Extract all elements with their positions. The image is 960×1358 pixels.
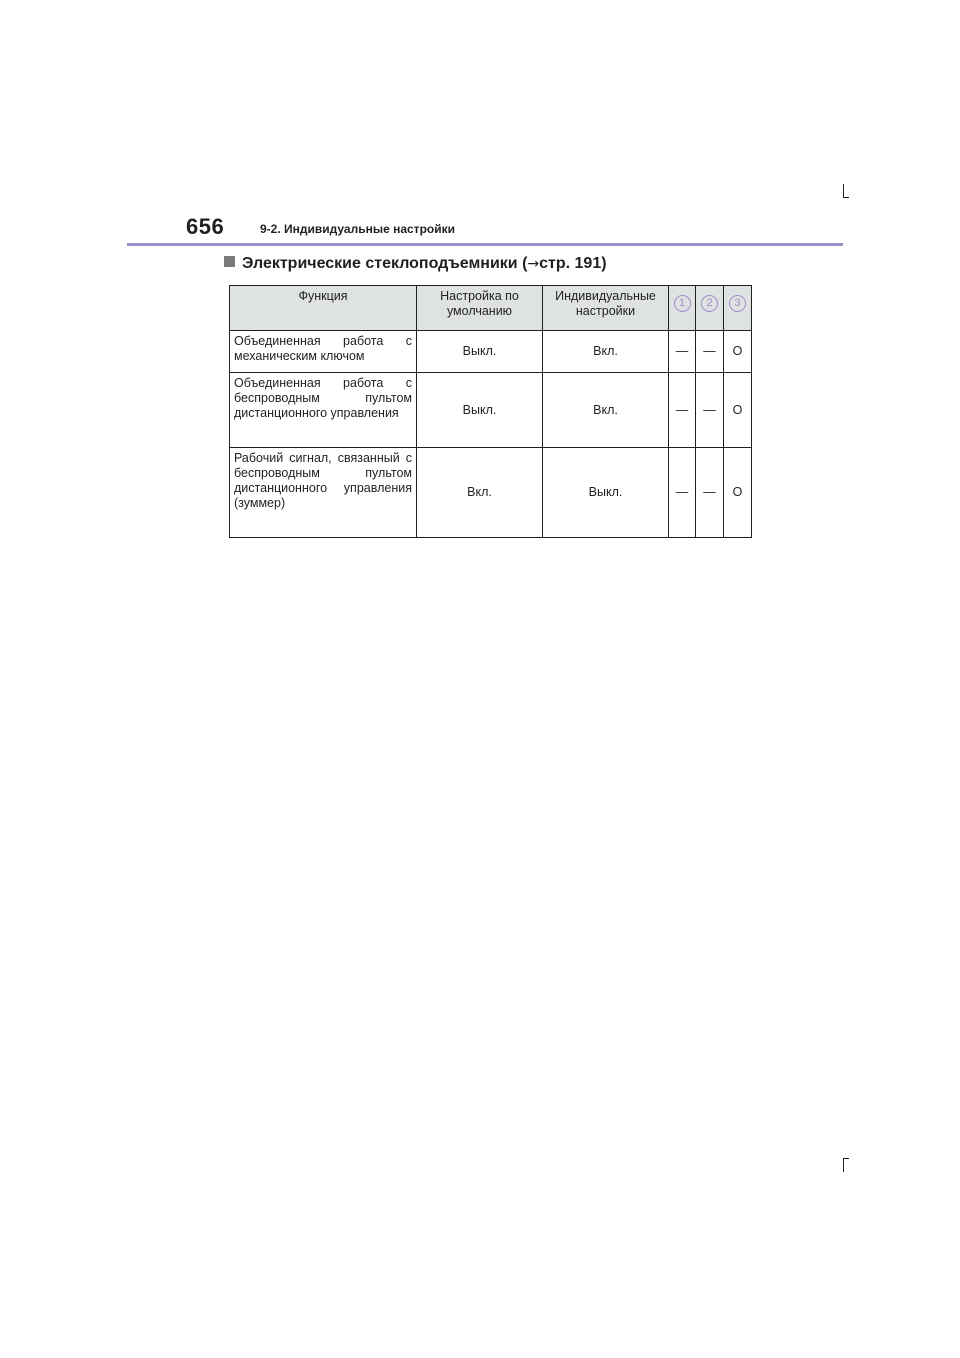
header-default: Настройка по умолчанию	[417, 286, 543, 331]
arrow-right-icon: →	[527, 256, 540, 272]
method-1-cell: —	[669, 448, 696, 538]
method-1-cell: —	[669, 373, 696, 448]
custom-cell: Выкл.	[543, 448, 669, 538]
header-custom: Индивидуальные настройки	[543, 286, 669, 331]
default-cell: Выкл.	[417, 373, 543, 448]
table-row	[230, 448, 752, 538]
header-method-1	[669, 286, 696, 331]
header-method-3	[724, 286, 752, 331]
default-cell: Выкл.	[417, 331, 543, 373]
method-2-cell: —	[696, 448, 724, 538]
crop-mark-top	[843, 184, 844, 198]
circled-2-icon: 2	[701, 295, 718, 312]
heading-text: Электрические стеклоподъемники (	[242, 255, 528, 272]
default-cell: Вкл.	[417, 448, 543, 538]
circled-1-icon: 1	[674, 295, 691, 312]
header-method-2	[696, 286, 724, 331]
circled-3-icon: 3	[729, 295, 746, 312]
header-function: Функция	[230, 286, 417, 331]
function-cell: Объединенная работа с механическим ключом	[230, 331, 417, 373]
method-2-cell: —	[696, 373, 724, 448]
function-cell: Рабочий сигнал, связанный с беспроводным пультом дистанционного управления (зуммер)	[230, 448, 417, 538]
header-rule	[127, 243, 843, 246]
method-3-cell: O	[724, 373, 752, 448]
page-number: 656	[186, 214, 225, 239]
table-row	[230, 373, 752, 448]
crop-mark-bottom	[843, 1158, 844, 1172]
heading-page-ref[interactable]: стр. 191)	[539, 255, 607, 272]
method-3-cell: O	[724, 331, 752, 373]
method-2-cell: —	[696, 331, 724, 373]
section-title: 9-2. Индивидуальные настройки	[260, 222, 455, 236]
table-header-row	[230, 286, 752, 331]
method-3-cell: O	[724, 448, 752, 538]
method-1-cell: —	[669, 331, 696, 373]
custom-cell: Вкл.	[543, 373, 669, 448]
crop-mark-top-tick	[843, 197, 849, 198]
square-bullet-icon	[224, 256, 235, 267]
crop-mark-bottom-tick	[843, 1158, 849, 1159]
custom-cell: Вкл.	[543, 331, 669, 373]
settings-table	[229, 285, 752, 538]
function-cell: Объединенная работа с беспроводным пультом дистанционного управления	[230, 373, 417, 448]
table-row	[230, 331, 752, 373]
table-heading	[224, 255, 607, 273]
